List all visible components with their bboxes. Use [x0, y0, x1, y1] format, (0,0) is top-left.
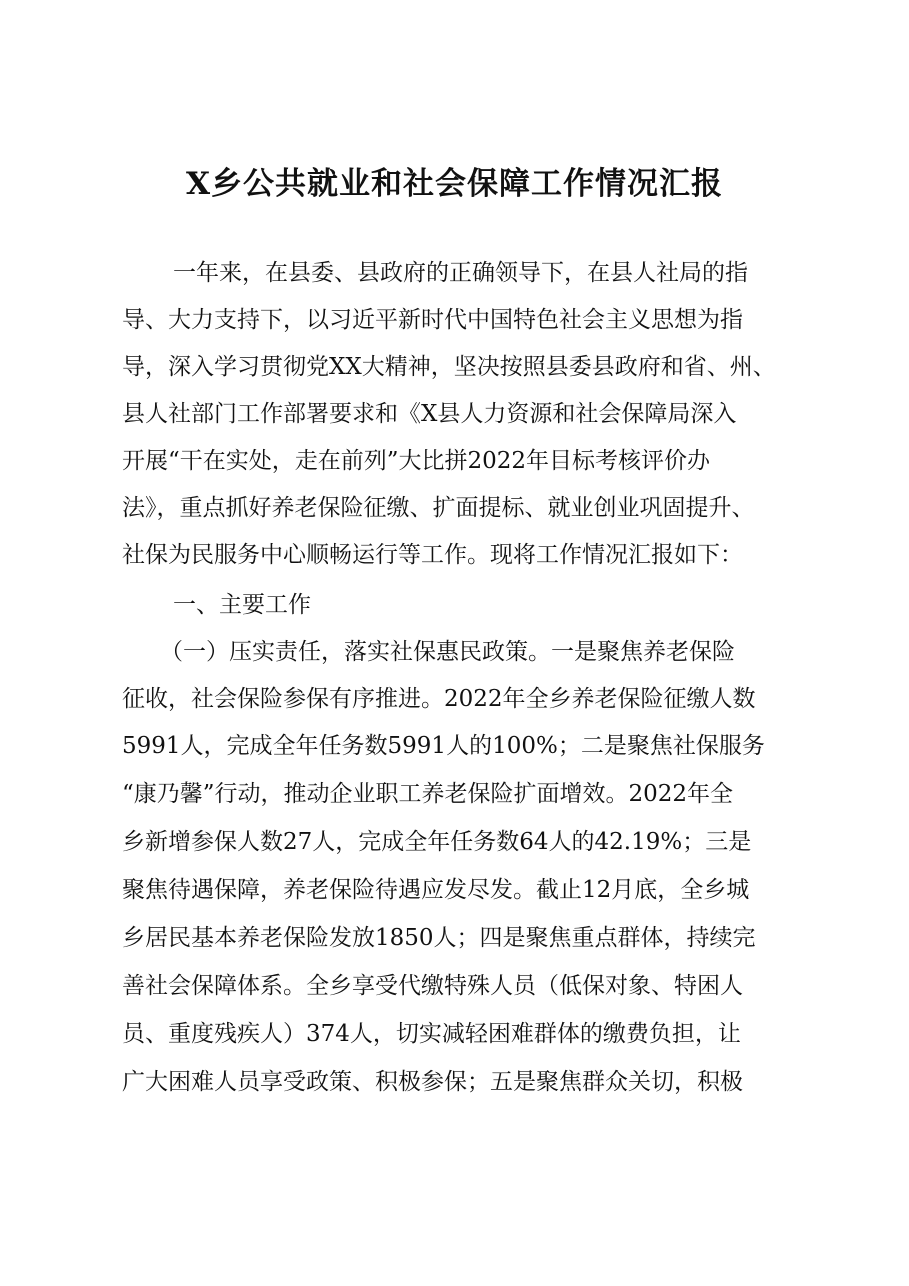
document-title: X乡公共就业和社会保障工作情况汇报 — [185, 166, 724, 202]
body-line: 导，深入学习贯彻党XX大精神，坚决按照县委县政府和省、州、 — [122, 354, 776, 380]
body-line: 法》，重点抓好养老保险征缴、扩面提标、就业创业巩固提升、 — [122, 495, 755, 521]
body-line: 5991人，完成全年任务数5991人的100%；二是聚焦社保服务 — [122, 733, 765, 759]
body-line: 社保为民服务中心顺畅运行等工作。现将工作情况汇报如下： — [122, 542, 743, 568]
body-line: 广大困难人员享受政策、积极参保；五是聚焦群众关切，积极 — [122, 1069, 743, 1095]
body-line: 善社会保障体系。全乡享受代缴特殊人员（低保对象、特困人 — [122, 973, 743, 999]
body-line: 征收，社会保险参保有序推进。2022年全乡养老保险征缴人数 — [122, 686, 756, 712]
body-line: 开展“干在实处，走在前列”大比拼2022年目标考核评价办 — [122, 448, 711, 474]
body-line: 县人社部门工作部署要求和《X县人力资源和社会保障局深入 — [122, 401, 737, 427]
body-line: 乡新增参保人数27人，完成全年任务数64人的42.19%；三是 — [122, 829, 752, 855]
subsection-line: （一）压实责任，落实社保惠民政策。一是聚焦养老保险 — [160, 639, 735, 665]
body-line: 导、大力支持下，以习近平新时代中国特色社会主义思想为指 — [122, 307, 743, 333]
body-line: 员、重度残疾人）374人，切实减轻困难群体的缴费负担，让 — [122, 1021, 741, 1047]
section-heading: 一、主要工作 — [173, 592, 311, 618]
body-line: 一年来，在县委、县政府的正确领导下，在县人社局的指 — [173, 260, 748, 286]
body-line: 乡居民基本养老保险发放1850人；四是聚焦重点群体，持续完 — [122, 925, 756, 951]
body-line: “康乃馨”行动，推动企业职工养老保险扩面增效。2022年全 — [122, 781, 734, 807]
body-line: 聚焦待遇保障，养老保险待遇应发尽发。截止12月底，全乡城 — [122, 877, 750, 903]
